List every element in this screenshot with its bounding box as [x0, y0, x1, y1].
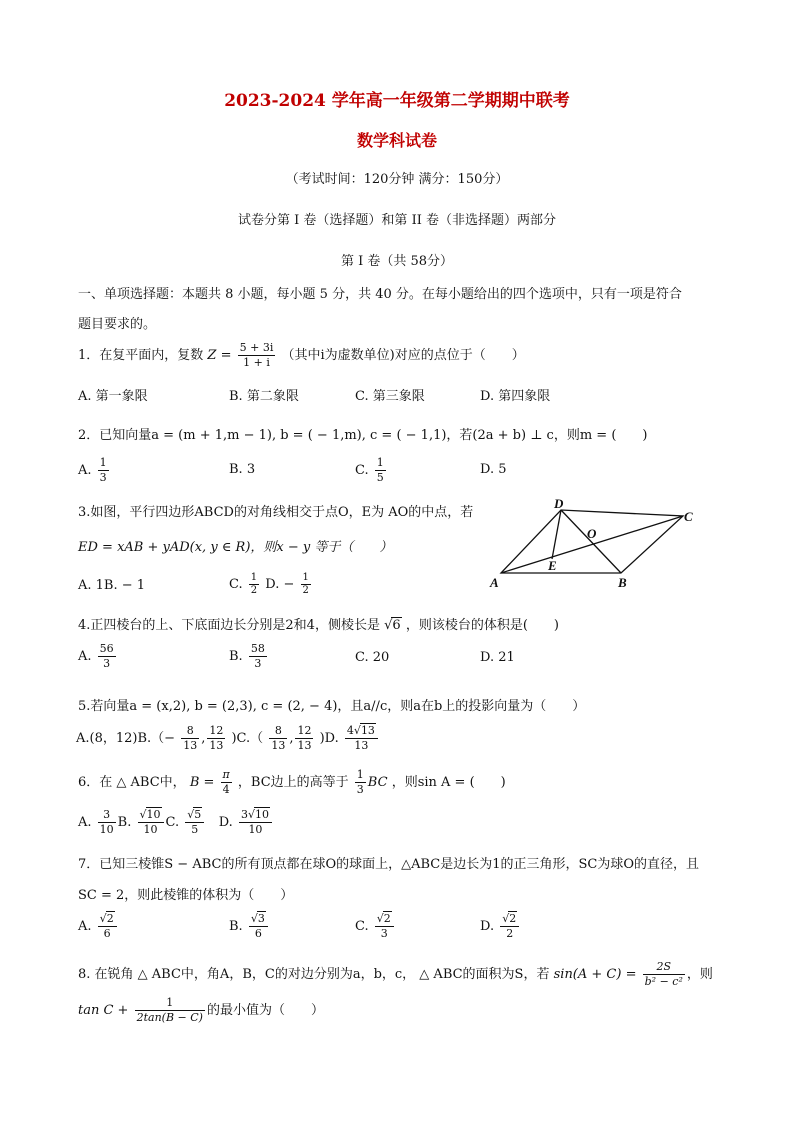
- q5-d-label: )D.: [319, 731, 339, 746]
- q7-d-frac: [500, 912, 519, 941]
- q7-a-den: 6: [103, 927, 111, 940]
- q5-c-den1: 13: [271, 739, 286, 752]
- q5-d-den: 13: [354, 739, 369, 752]
- q7-c-num: √2: [375, 912, 394, 927]
- q4-option-d: D. 21: [480, 650, 515, 665]
- q1-option-d: D. 第四象限: [480, 389, 551, 404]
- q8-line1-suffix: ，则: [686, 967, 713, 982]
- q6-a-num: 3: [98, 808, 116, 823]
- q8-sin-expr: sin(A + C) =: [553, 967, 637, 982]
- q1-z: Z =: [207, 348, 232, 363]
- q4-a-label: A.: [78, 649, 92, 664]
- q3-d-num: 1: [302, 572, 309, 583]
- q6-d-den: 10: [248, 823, 263, 836]
- q2-a-den: 3: [99, 471, 107, 484]
- q4-a-num: 56: [99, 642, 114, 655]
- q6-options: [78, 808, 274, 837]
- q4-text-before: 4.正四棱台的上、下底面边长分别是2和4，侧棱长是: [78, 618, 380, 633]
- q5-b-num1: 8: [181, 724, 199, 739]
- q3-d-label: D. −: [265, 577, 295, 592]
- point-C-label: C: [684, 509, 693, 524]
- q7-b-num: √3: [249, 912, 268, 927]
- q8-frac-num: 2S: [643, 960, 685, 975]
- q3-d-den: 2: [302, 585, 309, 596]
- diagonal-BD: [561, 510, 621, 573]
- q7-d-num: √2: [500, 912, 519, 927]
- q3-c-label: C.: [229, 577, 243, 592]
- q6-b-den: 10: [143, 823, 158, 836]
- q1-option-b: B. 第二象限: [229, 389, 299, 404]
- q8-frac-den: b² − c²: [644, 975, 683, 988]
- q2-option-d: D. 5: [480, 462, 507, 477]
- q8-frac2-num: 1: [135, 996, 205, 1011]
- question-1: [78, 341, 525, 370]
- q1-option-a: A. 第一象限: [78, 389, 148, 404]
- question-4: [78, 614, 559, 633]
- part1-heading: 第 I 卷（共 58分）: [340, 254, 454, 269]
- q7-c-den: 3: [380, 927, 388, 940]
- q5-d-frac: [345, 724, 378, 753]
- q2-c-num: 1: [376, 456, 384, 469]
- q6-d-label: D.: [218, 815, 233, 830]
- q5-c-label: )C.（: [231, 731, 264, 746]
- q2-c-fraction: [375, 456, 386, 485]
- q5-b-num2: 12: [209, 724, 224, 737]
- q1-fraction: [238, 341, 276, 370]
- q1-option-c: C. 第三象限: [355, 389, 425, 404]
- q7-option-a: [78, 912, 119, 941]
- q2-a-label: A.: [78, 463, 92, 478]
- q8-prefix: 8. 在锐角 △ ABC中，角A，B，C的对边分别为a，b，c， △ ABC的面积为S，若: [78, 967, 550, 982]
- q4-option-b: [229, 642, 269, 671]
- exam-title: 2023-2024 学年高一年级第二学期期中联考: [224, 91, 570, 111]
- q5-b-den2: 13: [209, 739, 224, 752]
- q2-option-a: [78, 456, 111, 485]
- question-3-line1: 3.如图，平行四边形ABCD的对角线相交于点O，E为 AO的中点，若: [78, 505, 474, 520]
- q2-a-fraction: [98, 456, 109, 485]
- q7-c-sqrt: 2: [383, 912, 391, 925]
- q6-prefix: 6．在 △ ABC中，: [78, 775, 186, 790]
- q7-option-c: [355, 912, 396, 941]
- q4-b-label: B.: [229, 649, 243, 664]
- q5-a: A.(8，12)B.（−: [76, 731, 176, 746]
- point-B-label: B: [618, 575, 627, 590]
- q5-c-frac1: [269, 724, 287, 753]
- q1-num: 5 + 3i: [239, 341, 274, 354]
- q8-tan-frac: [135, 996, 205, 1025]
- q4-b-fraction: [249, 642, 267, 671]
- q8-frac2-den: 2tan(B − C): [136, 1011, 203, 1024]
- q7-b-frac: [249, 912, 268, 941]
- q5-c-den2: 13: [297, 739, 312, 752]
- section1-instructions: 一、单项选择题：本题共 8 小题，每小题 5 分，共 40 分。在每小题给出的四个选项中，只有一项是符合: [78, 287, 682, 302]
- q7-a-sqrt: 2: [106, 912, 114, 925]
- question-2: 2．已知向量a = (m + 1,m − 1), b = ( − 1,m), c = ( − 1,1)，若(2a + b) ⊥ c，则m = ( ): [78, 428, 648, 443]
- q4-a-fraction: [98, 642, 116, 671]
- q1-den: 1 + i: [243, 356, 270, 369]
- q8-area-frac: [643, 960, 685, 989]
- q6-angle-frac: [221, 768, 232, 797]
- subject-title: 数学科试卷: [356, 131, 437, 150]
- question-7-line2: SC = 2，则此棱锥的体积为（ ）: [78, 888, 294, 903]
- question-3-line2: ED = xAB + yAD(x, y ∈ R)，则x − y 等于（ ）: [78, 540, 393, 555]
- point-D-label: D: [554, 496, 564, 511]
- q6-height-frac: [355, 768, 366, 797]
- q6-b-num: √10: [138, 808, 164, 823]
- q3-d-fraction: [301, 572, 311, 597]
- q7-d-sqrt: 2: [509, 912, 517, 925]
- q6-a-frac: [98, 808, 116, 837]
- q6-b-sqrt: 10: [146, 808, 161, 821]
- q6-c-den: 5: [191, 823, 199, 836]
- q6-a-den: 10: [99, 823, 114, 836]
- question-7-line1: 7．已知三棱锥S − ABC的所有顶点都在球O的球面上，△ABC是边长为1的正三角形，SC为球O的直径，且: [78, 857, 700, 872]
- question-8-line2: [78, 996, 324, 1025]
- q7-b-label: B.: [229, 919, 243, 934]
- point-O-label: O: [587, 526, 597, 541]
- q6-a-label: A.: [78, 815, 92, 830]
- q6-c-frac: [185, 808, 204, 837]
- q7-d-den: 2: [506, 927, 514, 940]
- question-8-line1: [78, 960, 713, 989]
- q7-option-b: [229, 912, 270, 941]
- q5-c-num2: 12: [297, 724, 312, 737]
- q8-line2-suffix: 的最小值为（ ）: [206, 1003, 324, 1018]
- exam-info: （考试时间：120分钟 满分：150分）: [285, 172, 509, 187]
- paper-structure: 试卷分第 I 卷（选择题）和第 II 卷（非选择题）两部分: [238, 213, 556, 228]
- point-A-label: A: [490, 575, 499, 590]
- q7-d-label: D.: [480, 919, 495, 934]
- q4-a-den: 3: [103, 657, 111, 670]
- q5-c-frac2: [295, 724, 313, 753]
- q3-c-fraction: [249, 572, 259, 597]
- q4-b-num: 58: [250, 642, 265, 655]
- q5-d-num: 4√13: [345, 724, 378, 739]
- q7-b-den: 6: [254, 927, 262, 940]
- q6-b-label: B.: [117, 815, 132, 830]
- q7-a-label: A.: [78, 919, 92, 934]
- q4-b-den: 3: [254, 657, 262, 670]
- q7-b-sqrt: 3: [257, 912, 265, 925]
- q2-c-label: C.: [355, 463, 369, 478]
- q6-b-eq: B =: [189, 775, 215, 790]
- q6-three: 3: [356, 783, 364, 796]
- q6-middle: ，BC边上的高等于: [237, 775, 349, 790]
- q6-suffix: ，则sin A = ( ): [391, 775, 506, 790]
- parallelogram-outline: [501, 510, 683, 573]
- q5-b-den1: 13: [183, 739, 198, 752]
- q6-b-frac: [138, 808, 164, 837]
- q6-d-sqrt: 10: [254, 808, 269, 821]
- q6-four: 4: [222, 783, 230, 796]
- parallelogram-figure: [488, 495, 708, 595]
- q4-option-c: C. 20: [355, 650, 390, 665]
- q6-d-coef: 3: [240, 808, 248, 821]
- q4-option-a: [78, 642, 118, 671]
- q6-pi: π: [222, 768, 230, 781]
- point-E-label: E: [548, 558, 557, 573]
- q7-c-label: C.: [355, 919, 369, 934]
- q1-suffix: （其中i为虚数单位)对应的点位于（ ）: [281, 348, 525, 363]
- q5-b-frac1: [181, 724, 199, 753]
- q6-c-num: √5: [185, 808, 204, 823]
- q2-option-c: [355, 456, 388, 485]
- q3-option-cd: [229, 572, 313, 597]
- q6-bc: BC: [367, 775, 388, 790]
- q5-b-frac2: [207, 724, 225, 753]
- q3-c-den: 2: [250, 585, 258, 596]
- q4-sqrt: √6: [384, 618, 401, 633]
- q1-prefix: 1．在复平面内，复数: [78, 348, 204, 363]
- q6-d-frac: [239, 808, 272, 837]
- q5-c-num1: 8: [269, 724, 287, 739]
- q4-text-after: ，则该棱台的体积是( ): [405, 618, 559, 633]
- q7-a-num: √2: [98, 912, 117, 927]
- q8-tan-expr: tan C +: [78, 1003, 129, 1018]
- q7-a-frac: [98, 912, 117, 941]
- q2-a-num: 1: [99, 456, 107, 469]
- q3-c-num: 1: [250, 572, 258, 583]
- q5-options: A.(8，12)B.（− $\frac{8}{13}$ , $\frac{12}{13}$ )C.（ $\frac{8}{13}$ , $\frac{12}{13}$ )D. $\frac{4√13}{13}$: [76, 724, 380, 753]
- question-6: [78, 768, 506, 797]
- q7-option-d: [480, 912, 521, 941]
- q2-c-den: 5: [376, 471, 384, 484]
- q6-one: 1: [356, 768, 364, 781]
- q5-d-sqrt: 13: [360, 724, 375, 737]
- q6-d-num: 3√10: [239, 808, 272, 823]
- section1-instructions-cont: 题目要求的。: [78, 317, 157, 332]
- q5-d-coef: 4: [346, 724, 354, 737]
- q6-c-label: C.: [165, 815, 180, 830]
- q3-option-ab: A. 1B. − 1: [78, 578, 146, 593]
- q2-option-b: B. 3: [229, 462, 256, 477]
- q7-c-frac: [375, 912, 394, 941]
- question-5: 5.若向量a = (x,2), b = (2,3), c = (2, − 4)，且a//c，则a在b上的投影向量为（ ）: [78, 699, 586, 714]
- q6-c-sqrt: 5: [194, 808, 202, 821]
- q4-sqrt-value: 6: [392, 618, 401, 633]
